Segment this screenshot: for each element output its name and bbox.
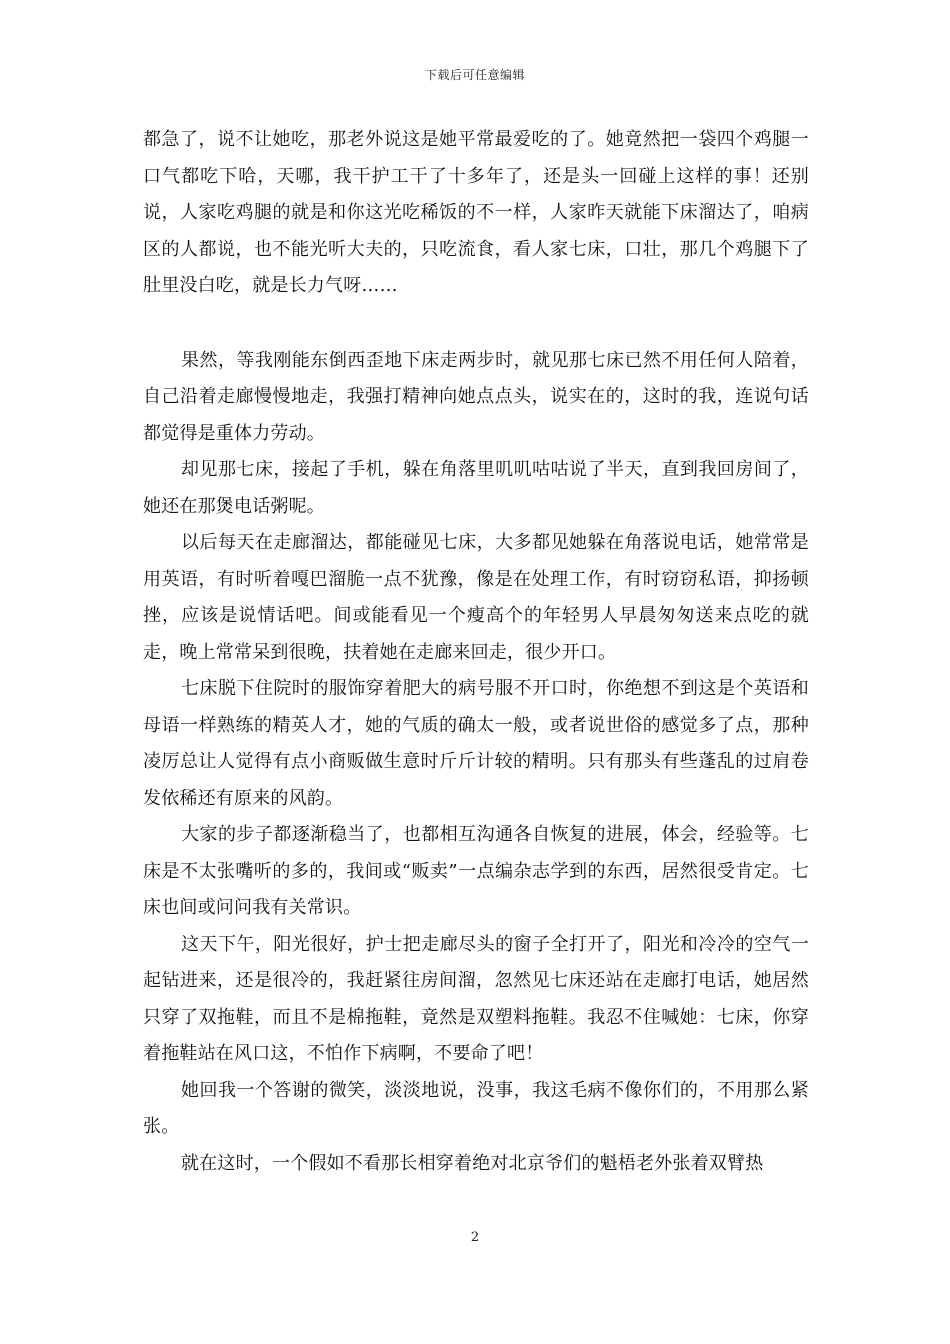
paragraph: 却见那七床，接起了手机，躲在角落里叽叽咕咕说了半天，直到我回房间了，她还在那煲电话粥呢。 (143, 459, 809, 517)
paragraph: 就在这时，一个假如不看那长相穿着绝对北京爷们的魁梧老外张着双臂热 (181, 1152, 764, 1174)
paragraph-gap (143, 305, 809, 343)
document-body (143, 122, 809, 1182)
paragraph-continuation: 都急了，说不让她吃，那老外说这是她平常最爱吃的了。她竟然把一袋四个鸡腿一口气都吃下哈，天哪，我干护工干了十多年了，还是头一回碰上这样的事！还别说，人家吃鸡腿的就是和你这光吃稀饭的不一样，人家昨天就能下床溜达了，咱病区的人都说，也不能光听大夫的，只吃流食，看人家七床，口壮，那几个鸡腿下了肚里没白吃，就是长力气呀…… (143, 129, 809, 296)
page-header: 下载后可任意编辑 (424, 68, 525, 82)
paragraph: 果然，等我刚能东倒西歪地下床走两步时，就见那七床已然不用任何人陪着，自己沿着走廊慢慢地走，我强打精神向她点点头，说实在的，这时的我，连说句话都觉得是重体力劳动。 (143, 349, 809, 444)
paragraph: 以后每天在走廊溜达，都能碰见七床，大多都见她躲在角落说电话，她常常是用英语，有时听着嘎巴溜脆一点不犹豫，像是在处理工作，有时窃窃私语，抑扬顿挫，应该是说情话吧。间或能看见一个瘦高个的年轻男人早晨匆匆送来点吃的就走，晚上常常呆到很晚，扶着她在走廊来回走，很少开口。 (143, 532, 809, 663)
paragraph: 这天下午，阳光很好，护士把走廊尽头的窗子全打开了，阳光和冷冷的空气一起钻进来，还是很冷的，我赶紧往房间溜，忽然见七床还站在走廊打电话，她居然只穿了双拖鞋，而且不是棉拖鞋，竟然是双塑料拖鞋。我忍不住喊她：七床，你穿着拖鞋站在风口这，不怕作下病啊，不要命了吧！ (143, 933, 809, 1064)
paragraph: 她回我一个答谢的微笑，淡淡地说，没事，我这毛病不像你们的，不用那么紧张。 (143, 1079, 809, 1137)
page-number: 2 (470, 1230, 480, 1245)
paragraph: 大家的步子都逐渐稳当了，也都相互沟通各自恢复的进展，体会，经验等。七床是不太张嘴听的多的，我间或“贩卖”一点编杂志学到的东西，居然很受肯定。七床也间或问问我有关常识。 (143, 824, 809, 918)
paragraph: 七床脱下住院时的服饰穿着肥大的病号服不开口时，你绝想不到这是个英语和母语一样熟练的精英人才，她的气质的确太一般，或者说世俗的感觉多了点，那种凌厉总让人觉得有点小商贩做生意时斤斤计较的精明。只有那头有些蓬乱的过肩卷发依稀还有原来的风韵。 (143, 678, 809, 809)
